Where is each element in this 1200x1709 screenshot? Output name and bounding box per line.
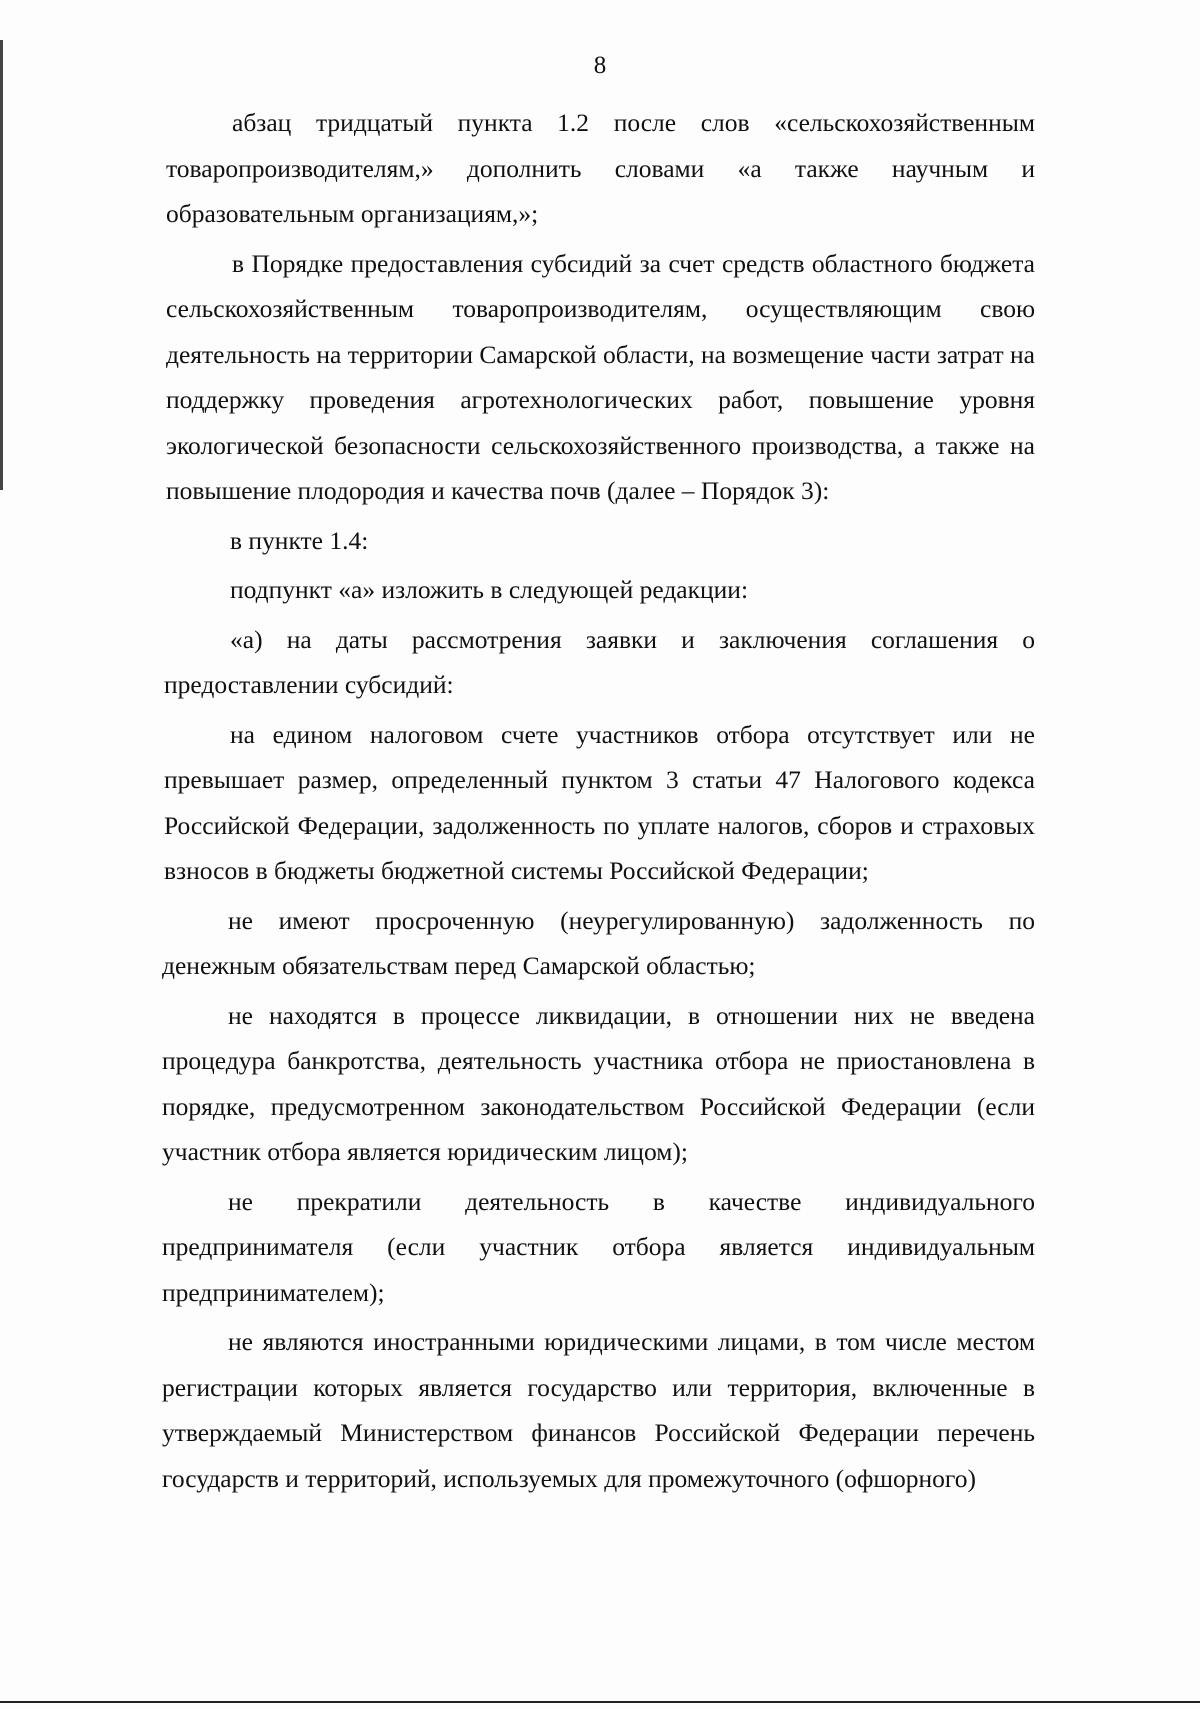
paragraph-4: подпункт «а» изложить в следующей редакции:	[230, 575, 749, 604]
paragraph-2: в Порядке предоставления субсидий за счет средств областного бюджета сельскохозяйственным товаропроизводителям, осуществляющим свою деятельность на территории Самарской области, на возмещение части затрат на поддержку проведения агротехнологических работ, повышение уровня экологической безопасности сельскохозяйственного производства, а также на повышение плодородия и качества почв (далее – Порядок 3):	[166, 248, 1035, 505]
paragraph-7: не имеют просроченную (неурегулированную) задолженность по денежным обязательствам перед Самарской областью;	[162, 905, 1035, 980]
paragraph-6: на едином налоговом счете участников отбора отсутствует или не превышает размер, определенный пунктом 3 статьи 47 Налогового кодекса Российской Федерации, задолженность по уплате налогов, сборов и страховых взносов в бюджеты бюджетной системы Российской Федерации;	[164, 719, 1035, 885]
document-body	[160, 100, 1035, 1501]
paragraph-8: не находятся в процессе ликвидации, в отношении них не введена процедура банкротства, деятельность участника отбора не приостановлена в порядке, предусмотренном законодательством Российской Федерации (если участник отбора является юридическим лицом);	[162, 1000, 1035, 1166]
scan-bottom-edge	[0, 1701, 1200, 1703]
paragraph-3: в пункте 1.4:	[230, 525, 369, 555]
paragraph-1: абзац тридцатый пункта 1.2 после слов «сельскохозяйственным товаропроизводителям,» дополнить словами «а также научным и образовательным организациям,»;	[166, 108, 1035, 228]
paragraph-10: не являются иностранными юридическими лицами, в том числе местом регистрации которых является государство или территория, включенные в утверждаемый Министерством финансов Российской Федерации перечень государств и территорий, используемых для промежуточного (офшорного)	[162, 1327, 1035, 1493]
page-number: 8	[593, 52, 607, 79]
paragraph-9: не прекратили деятельность в качестве индивидуального предпринимателя (если участник отбора является индивидуальным предпринимателем);	[162, 1186, 1035, 1307]
scan-edge-mark	[0, 40, 3, 490]
paragraph-5: «а) на даты рассмотрения заявки и заключения соглашения о предоставлении субсидий:	[164, 624, 1035, 699]
